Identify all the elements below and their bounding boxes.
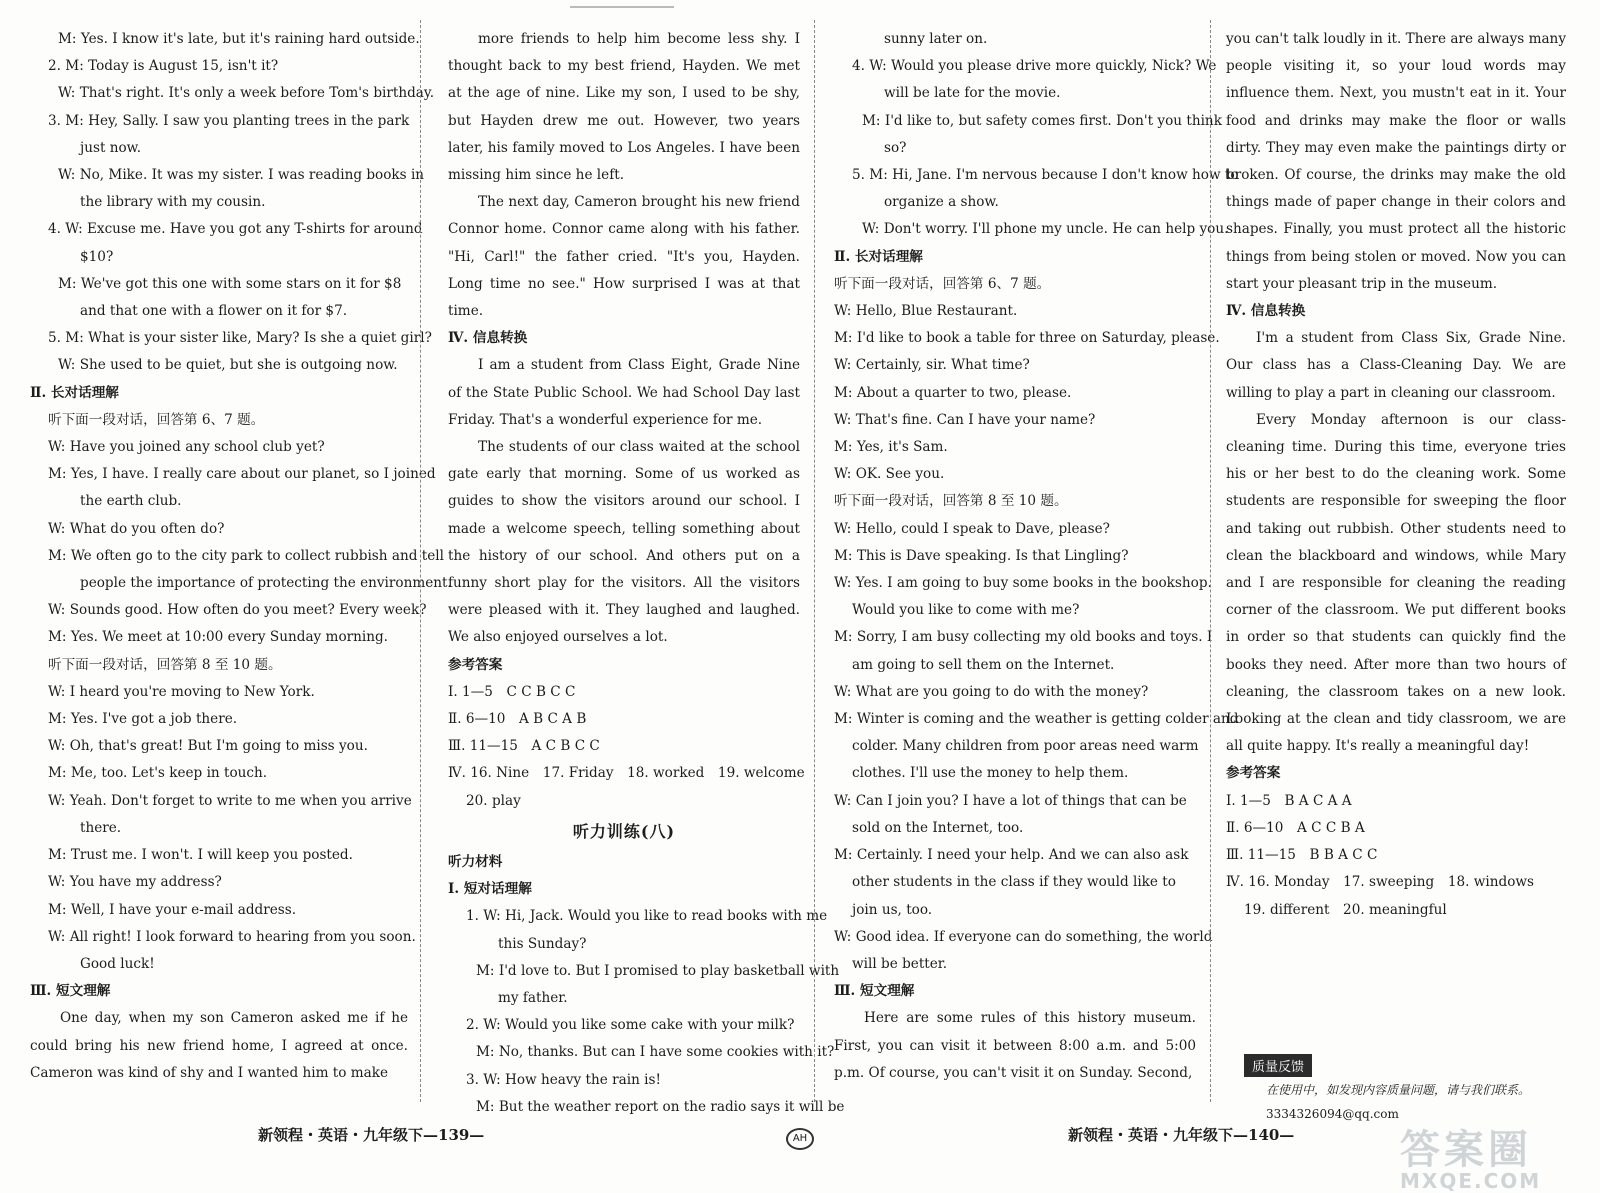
dialog-line: M: Yes, I have. I really care about our planet, so I joined — [48, 466, 436, 483]
answer-line: 19. different 20. meaningful — [1244, 901, 1447, 918]
passage-paragraph: I am a student from Class Eight, Grade Nine of the State Public School. We had School Day last Friday. That's a wonderful experience for me. — [448, 357, 800, 428]
passage-paragraph: The students of our class waited at the school gate early that morning. Some of us worked as guides to show the visitors around our school. I made a welcome speech, telling something about the history of our school. And others put on a funny short play for the visitors. All the visitors were pleased with it. They laughed and laughed. We also enjoyed ourselves a lot. — [448, 439, 800, 646]
dialog-line: will be better. — [852, 955, 948, 972]
dialog-line: will be late for the movie. — [884, 85, 1061, 102]
dialog-line: M: About a quarter to two, please. — [834, 384, 1072, 401]
dialog-line: 听下面一段对话，回答第 8 至 10 题。 — [834, 493, 1068, 510]
publisher-logo: AH — [786, 1128, 814, 1150]
column-divider — [420, 20, 421, 1102]
dialog-line: W: Yeah. Don't forget to write to me when you arrive — [48, 792, 412, 809]
dialog-line: W: Yes. I am going to buy some books in the bookshop. — [834, 575, 1212, 592]
dialog-line: W: Hello, could I speak to Dave, please? — [834, 520, 1110, 537]
column-2 — [448, 26, 845, 1121]
dialog-line: W: What do you often do? — [48, 520, 225, 537]
dialog-line: Would you like to come with me? — [852, 602, 1080, 619]
dialog-line: M: Certainly. I need your help. And we can also ask — [834, 847, 1189, 864]
dialog-line: M: This is Dave speaking. Is that Lingling? — [834, 547, 1129, 564]
column-divider — [1210, 20, 1211, 1102]
dialog-line: Good luck! — [80, 955, 155, 972]
dialog-line: M: Yes. We meet at 10:00 every Sunday morning. — [48, 629, 389, 646]
answer-line: Ⅱ. 6—10 A B C A B — [448, 711, 587, 728]
dialog-line: the library with my cousin. — [80, 194, 266, 211]
passage-paragraph: more friends to help him become less shy. I thought back to my best friend, Hayden. We met at the age of nine. Like my son, I used to be shy, but Hayden drew me out. However, two years later, his family moved to Los Angeles. I have been missing him since he left. — [448, 31, 800, 184]
dialog-line: 5. M: Hi, Jane. I'm nervous because I don't know how to — [852, 167, 1239, 184]
passage-paragraph: I'm a student from Class Six, Grade Nine. Our class has a Class-Cleaning Day. We are willing to play a part in cleaning our classroom. — [1226, 330, 1566, 401]
dialog-line: M: Yes, it's Sam. — [834, 439, 948, 456]
answer-line: Ⅱ. 6—10 A C C B A — [1226, 819, 1365, 836]
answer-line: Ⅰ. 1—5 B A C A A — [1226, 792, 1352, 809]
dialog-line: M: We often go to the city park to collect rubbish and tell — [48, 547, 444, 564]
dialog-line: organize a show. — [884, 194, 999, 211]
dialog-line: W: She used to be quiet, but she is outgoing now. — [58, 357, 398, 374]
dialog-line: W: No, Mike. It was my sister. I was reading books in — [58, 167, 425, 184]
answer-line: Ⅳ. 16. Nine 17. Friday 18. worked 19. welcome — [448, 765, 805, 782]
answer-line: Ⅲ. 11—15 A C B C C — [448, 738, 600, 755]
section-heading: Ⅱ. 长对话理解 — [834, 248, 923, 265]
answers-title: 参考答案 — [448, 656, 503, 673]
dialog-line: $10? — [80, 248, 114, 265]
watermark — [1400, 1118, 1541, 1193]
dialog-line: 3. W: How heavy the rain is! — [466, 1071, 661, 1088]
material-label: 听力材料 — [448, 853, 503, 870]
column-divider — [814, 20, 815, 1102]
feedback-email[interactable]: 3334326094@qq.com — [1266, 1106, 1399, 1121]
answer-line: Ⅰ. 1—5 C C B C C — [448, 683, 576, 700]
dialog-line: W: You have my address? — [48, 874, 222, 891]
dialog-line: 2. W: Would you like some cake with your milk? — [466, 1017, 795, 1034]
passage-paragraph: you can't talk loudly in it. There are always many people visiting it, so your loud words may influence them. Next, you mustn't eat in it. Your food and drinks may make the floor or walls dirty. They may even make the paintings dirty or broken. Of course, the drinks may make the old things made of paper change in their colors and shapes. Finally, you must protect all the historic things from being stolen or moved. Now you can start your pleasant trip in the museum. — [1226, 31, 1566, 292]
dialog-line: 3. M: Hey, Sally. I saw you planting trees in the park — [48, 112, 410, 129]
dialog-line: M: Winter is coming and the weather is getting colder and — [834, 711, 1239, 728]
section-heading: Ⅲ. 短文理解 — [30, 983, 111, 1000]
passage-paragraph: Here are some rules of this history museum. First, you can visit it between 8:00 a.m. and 5:00 p.m. Of course, you can't visit it on Sunday. Second, — [834, 1010, 1196, 1081]
watermark-logo: 答案圈 — [1400, 1127, 1532, 1173]
dialog-line: 4. W: Would you please drive more quickly, Nick? We — [852, 58, 1217, 75]
answers-list — [1226, 788, 1566, 924]
page-footer-left: 新领程・英语・九年级下—139— — [258, 1126, 485, 1144]
dialog-line: 1. W: Hi, Jack. Would you like to read books with me — [466, 908, 828, 925]
dialog-line: 2. M: Today is August 15, isn't it? — [48, 58, 279, 75]
passage-paragraph: The next day, Cameron brought his new friend Connor home. Connor came along with his father. "Hi, Carl!" the father cried. "It's you, Hayden. Long time no see." How surprised I was at that time. — [448, 194, 800, 320]
dialog-line: 听下面一段对话，回答第 6、7 题。 — [834, 275, 1051, 292]
dialog-line: W: What are you going to do with the money? — [834, 683, 1149, 700]
answers-title: 参考答案 — [1226, 765, 1281, 782]
dialog-line: join us, too. — [852, 901, 933, 918]
dialog-line: W: OK. See you. — [834, 466, 945, 483]
dialog-line: there. — [80, 819, 122, 836]
dialog-line: 5. M: What is your sister like, Mary? Is she a quiet girl? — [48, 330, 432, 347]
dialog-line: W: That's right. It's only a week before Tom's birthday. — [58, 85, 435, 102]
dialog-line: other students in the class if they would like to — [852, 874, 1176, 891]
dialog-line: W: I heard you're moving to New York. — [48, 683, 315, 700]
dialog-line: M: Well, I have your e-mail address. — [48, 901, 297, 918]
dialog-line: M: No, thanks. But can I have some cookies with it? — [476, 1044, 835, 1061]
dialog-line: W: Hello, Blue Restaurant. — [834, 303, 1018, 320]
watermark-url: MXQE.COM — [1400, 1169, 1542, 1193]
section-heading: Ⅰ. 短对话理解 — [448, 881, 532, 898]
answers-list — [448, 679, 805, 815]
dialog-line: M: Me, too. Let's keep in touch. — [48, 765, 268, 782]
dialog-line: my father. — [498, 989, 568, 1006]
dialog-line: M: Yes. I know it's late, but it's raining hard outside. — [58, 31, 420, 47]
section-title: 听力训练(八) — [572, 821, 676, 841]
column-1 — [30, 26, 452, 1087]
dialog-line: W: Oh, that's great! But I'm going to miss you. — [48, 738, 368, 755]
dialog-line: W: Can I join you? I have a lot of things that can be — [834, 792, 1187, 809]
section-heading: Ⅲ. 短文理解 — [834, 983, 915, 1000]
dialog-line: the earth club. — [80, 493, 182, 510]
dialog-line: M: We've got this one with some stars on it for $8 — [58, 275, 402, 292]
answer-line: Ⅳ. 16. Monday 17. sweeping 18. windows — [1226, 874, 1535, 891]
dialog-line: 4. W: Excuse me. Have you got any T-shirts for around — [48, 221, 423, 238]
passage-paragraph: Every Monday afternoon is our class-cleaning time. During this time, everyone tries his or her best to do the cleaning work. Some students are responsible for sweeping the floor and taking out rubbish. Other students need to clean the blackboard and windows, while Mary and I are responsible for cleaning the reading corner of the classroom. We put different books in order so that students can quickly find the books they need. After more than two hours of cleaning, the classroom takes on a new look. Looking at the clean and tidy classroom, we are all quite happy. It's really a meaningful day! — [1226, 411, 1566, 755]
page-footer-right: 新领程・英语・九年级下—140— — [1068, 1126, 1295, 1144]
dialog-line: so? — [884, 139, 907, 156]
dialog-line: sunny later on. — [884, 31, 988, 47]
feedback-badge: 质量反馈 — [1244, 1054, 1312, 1077]
column-3 — [834, 26, 1239, 1087]
dialog-line: W: Sounds good. How often do you meet? Every week? — [48, 602, 427, 619]
answer-line: 20. play — [466, 792, 521, 809]
dialog-line: W: Have you joined any school club yet? — [48, 439, 325, 456]
dialog-line: am going to sell them on the Internet. — [852, 656, 1115, 673]
dialog-line: M: I'd like to, but safety comes first. Don't you think — [862, 112, 1222, 129]
passage-paragraph: One day, when my son Cameron asked me if he could bring his new friend home, I agreed at once. Cameron was kind of shy and I wanted him to make — [30, 1010, 408, 1081]
dialog-line: M: But the weather report on the radio says it will be — [476, 1098, 845, 1115]
dialog-line: M: I'd like to book a table for three on Saturday, please. — [834, 330, 1220, 347]
dialog-line: this Sunday? — [498, 935, 587, 952]
dialog-line: 听下面一段对话，回答第 6、7 题。 — [48, 411, 265, 428]
dialog-line: W: Good idea. If everyone can do something, the world — [834, 928, 1213, 945]
dialog-line: sold on the Internet, too. — [852, 819, 1024, 836]
section-heading: Ⅱ. 长对话理解 — [30, 384, 119, 401]
dialog-line: W: All right! I look forward to hearing from you soon. — [48, 928, 416, 945]
dialog-line: W: Don't worry. I'll phone my uncle. He can help you. — [862, 221, 1229, 238]
dialog-line: just now. — [80, 139, 142, 156]
dialog-line: M: I'd love to. But I promised to play basketball with — [476, 962, 840, 979]
dialog-line: W: Certainly, sir. What time? — [834, 357, 1030, 374]
dialog-line: W: That's fine. Can I have your name? — [834, 411, 1096, 428]
dialog-line: 听下面一段对话，回答第 8 至 10 题。 — [48, 656, 282, 673]
dialog-line: people the importance of protecting the environment. — [80, 575, 452, 592]
feedback-text: 在使用中，如发现内容质量问题，请与我们联系。 — [1266, 1082, 1531, 1097]
section-heading: Ⅳ. 信息转换 — [448, 330, 528, 347]
dialog-line: M: Sorry, I am busy collecting my old books and toys. I — [834, 629, 1213, 646]
section-heading: Ⅳ. 信息转换 — [1226, 303, 1306, 320]
dialog-lines — [448, 903, 845, 1121]
dialog-line: and that one with a flower on it for $7. — [80, 303, 348, 320]
dialog-line: M: Trust me. I won't. I will keep you posted. — [48, 847, 353, 864]
answer-line: Ⅲ. 11—15 B B A C C — [1226, 847, 1378, 864]
top-decoration — [570, 6, 674, 11]
dialog-line: clothes. I'll use the money to help them. — [852, 765, 1129, 782]
column-4 — [1226, 26, 1566, 1125]
dialog-line: M: Yes. I've got a job there. — [48, 711, 238, 728]
dialog-line: colder. Many children from poor areas need warm — [852, 738, 1199, 755]
